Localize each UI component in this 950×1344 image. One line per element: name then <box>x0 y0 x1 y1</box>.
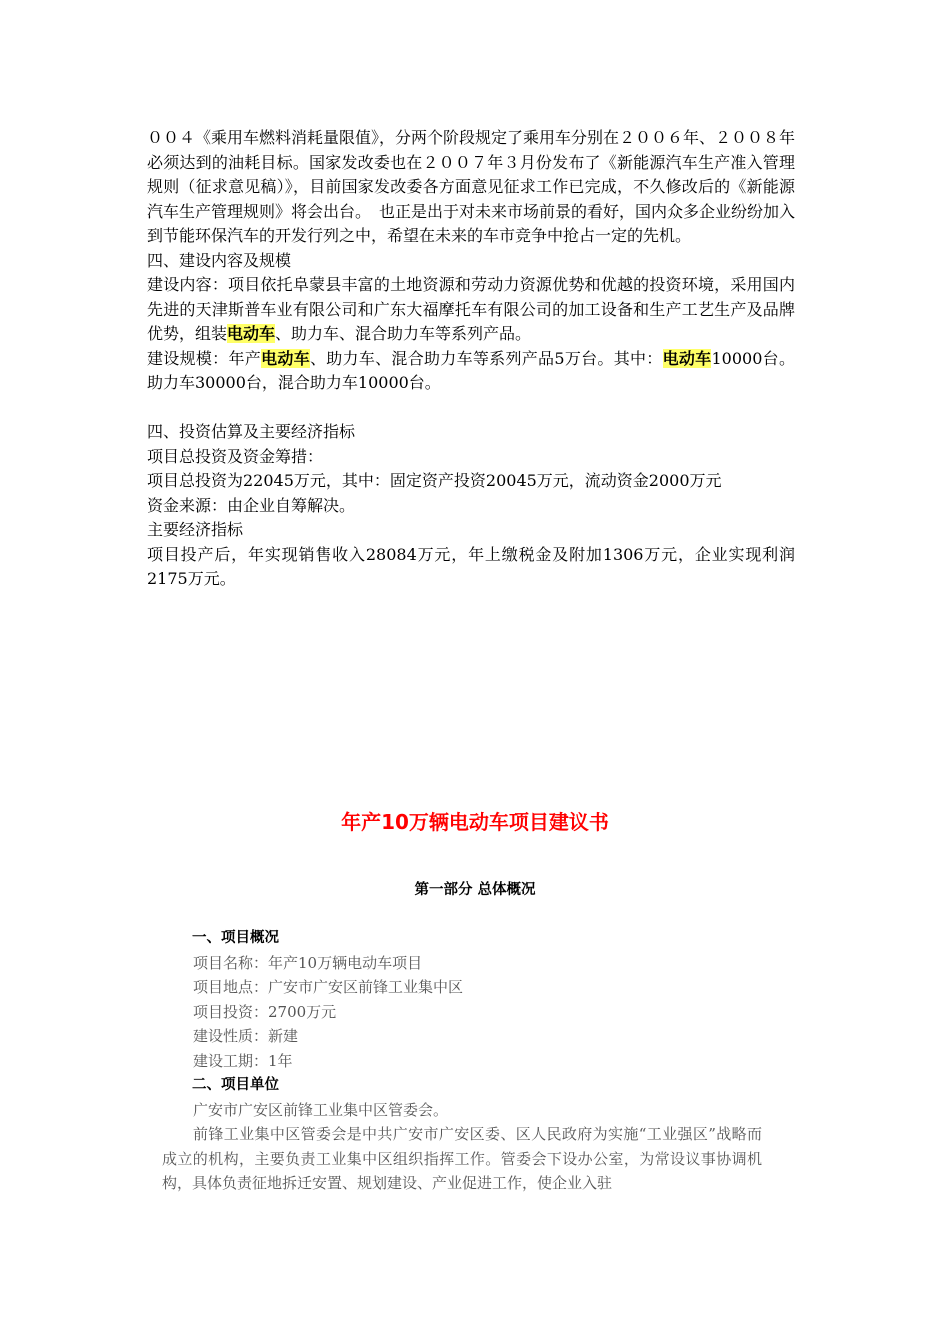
paragraph-construction-scale: 建设规模：年产电动车、助力车、混合助力车等系列产品5万台。其中：电动车10000台。助力车30000台，混合助力车10000台。 <box>147 348 795 392</box>
blank-line <box>147 396 795 421</box>
paragraph-economic-indicators: 主要经济指标 <box>147 520 244 539</box>
paragraph-fund-source: 资金来源：由企业自筹解决。 <box>147 495 356 515</box>
project-investment: 项目投资：2700万元 <box>193 1002 337 1021</box>
document-title: 年产10万辆电动车项目建议书 <box>341 810 609 834</box>
project-nature: 建设性质：新建 <box>193 1027 299 1045</box>
paragraph-investment-funding: 项目总投资及资金筹措： <box>147 446 324 466</box>
heading-investment: 四、投资估算及主要经济指标 <box>147 422 356 441</box>
project-name: 项目名称：年产10万辆电动车项目 <box>193 953 423 972</box>
highlight-term: 电动车 <box>662 348 712 368</box>
section-heading-unit: 二、项目单位 <box>192 1077 279 1093</box>
unit-name: 广安市广安区前锋工业集中区管委会。 <box>193 1100 449 1119</box>
part-heading: 第一部分 总体概况 <box>414 882 536 898</box>
highlight-term: 电动车 <box>227 324 276 343</box>
project-period: 建设工期：1年 <box>193 1051 293 1070</box>
highlight-term: 电动车 <box>261 348 310 368</box>
project-location: 项目地点：广安市广安区前锋工业集中区 <box>193 978 464 996</box>
overview-section <box>162 926 762 1196</box>
unit-description: 前锋工业集中区管委会是中共广安市广安区委、区人民政府为实施“工业强区”战略而成立的机构，主要负责工业集中区组织指挥工作。管委会下设办公室，为常设议事协调机构，具体负责征地拆迁安置、规划建设、产业促进工作，使企业入驻 <box>162 1125 762 1192</box>
paragraph-policy: ００４《乘用车燃料消耗量限值》，分两个阶段规定了乘用车分别在２００６年、２００８年必须达到的油耗目标。国家发改委也在２００７年３月份发布了《新能源汽车生产准入管理规则（征求意见稿）》，目前国家发改委各方面意见征求工作已完成，不久修改后的《新能源汽车生产管理规则》将会出台。 也正是出于对未来市场前景的看好，国内众多企业纷纷加入到节能环保汽车的开发行列之中，希望在未来的车市竞争中抢占一定的先机。 <box>147 128 796 245</box>
paragraph-investment-total: 项目总投资为22045万元，其中：固定资产投资20045万元，流动资金2000万元 <box>147 471 722 490</box>
heading-construction: 四、建设内容及规模 <box>147 250 292 270</box>
section-heading-overview: 一、项目概况 <box>192 930 279 946</box>
previous-section-text <box>147 126 795 592</box>
paragraph-profit: 项目投产后，年实现销售收入28084万元，年上缴税金及附加1306万元，企业实现利润2175万元。 <box>147 544 795 588</box>
paragraph-construction-content: 建设内容：项目依托阜蒙县丰富的土地资源和劳动力资源优势和优越的投资环境，采用国内先进的天津斯普车业有限公司和广东大福摩托车有限公司的加工设备和生产工艺生产及品牌优势，组装电动车、助力车、混合助力车等系列产品。 <box>147 275 795 343</box>
